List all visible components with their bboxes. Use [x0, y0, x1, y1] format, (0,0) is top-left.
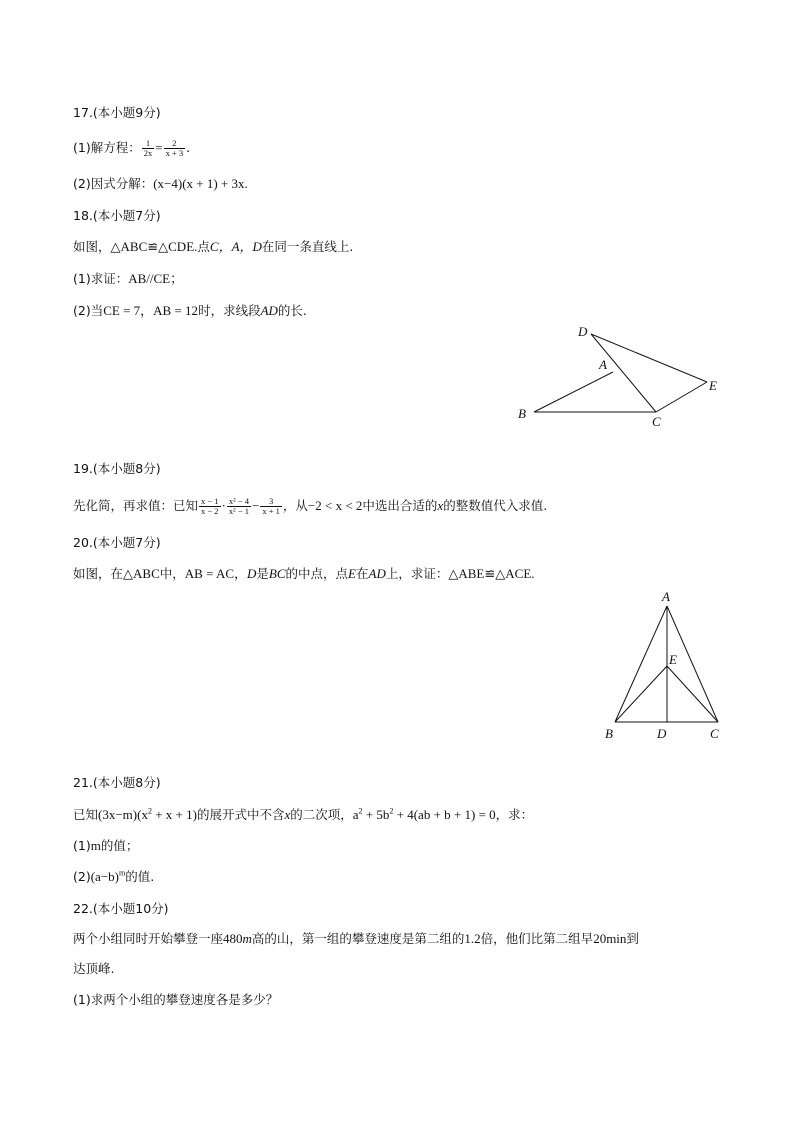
- equals-sign: =: [155, 140, 163, 155]
- text: + 4(ab + b + 1) = 0: [393, 807, 496, 822]
- text: 倍，他们比第二组早: [480, 931, 594, 946]
- text: 点: [197, 239, 210, 254]
- q17-fraction-1: [142, 139, 155, 158]
- power-expr: [91, 869, 126, 884]
- text: 的值.: [125, 869, 155, 884]
- q22-header: 22.(本小题10分): [73, 901, 169, 916]
- frac-denominator: 2x: [143, 148, 153, 158]
- q20-diagram: [600, 588, 730, 746]
- text: ，求：: [495, 807, 534, 822]
- text: (2)当: [73, 303, 104, 318]
- text: 的展开式中不含: [196, 807, 285, 822]
- text: 时，求线段: [198, 303, 261, 318]
- q19-fraction-b: [227, 497, 251, 516]
- q20-stem: [73, 565, 535, 583]
- variable-x: x: [284, 807, 291, 822]
- text: (2): [73, 869, 91, 884]
- text: 是: [256, 566, 269, 581]
- q21-part1: [73, 837, 138, 855]
- text: 在: [356, 566, 369, 581]
- label-b: B: [605, 726, 613, 741]
- frac-denominator: x + 1: [262, 506, 280, 516]
- number: 480: [223, 931, 243, 946]
- segment-ab: [615, 606, 667, 722]
- text: 上，求证：: [385, 566, 449, 581]
- text: 的二次项，: [290, 807, 353, 822]
- q17-part1: [73, 139, 190, 158]
- time-value: 20min: [593, 931, 627, 946]
- text: 中选出合适的: [362, 498, 438, 513]
- q17-part2-prefix: (2)因式分解：: [73, 176, 154, 191]
- label-c: C: [710, 726, 719, 741]
- text: 的长.: [277, 303, 307, 318]
- text: + 5b: [362, 807, 390, 822]
- exponent: m: [118, 868, 126, 878]
- q19-fraction-a: [199, 497, 221, 516]
- text: (1): [73, 838, 91, 853]
- segment-ce: [656, 382, 707, 412]
- label-d: D: [657, 726, 667, 741]
- number: 1.2: [464, 931, 481, 946]
- label-d: D: [578, 324, 588, 339]
- q17-header: 17.(本小题9分): [73, 105, 161, 120]
- segment-ce: [667, 666, 718, 722]
- label-b: B: [518, 406, 526, 421]
- segment-ba: [534, 372, 613, 412]
- q20-header: 20.(本小题7分): [73, 535, 161, 550]
- variable-m: m: [90, 838, 101, 853]
- label-c: C: [652, 414, 661, 429]
- frac-denominator: x + 3: [165, 148, 184, 158]
- q21-header: 21.(本小题8分): [73, 775, 161, 790]
- segment-dc: [591, 334, 656, 412]
- text: 两个小组同时开始攀登一座: [73, 931, 224, 946]
- label-a: A: [599, 357, 607, 372]
- text: 高的山，第一组的攀登速度是第二组的: [251, 931, 465, 946]
- text: 到: [626, 931, 639, 946]
- text: 如图，在: [73, 566, 124, 581]
- q18-header: 18.(本小题7分): [73, 208, 161, 223]
- points-expr: C，A，D: [209, 239, 262, 254]
- text: 如图，: [73, 239, 111, 254]
- text: 先化简，再求值：已知: [73, 498, 199, 513]
- text: (3x−m)(x: [98, 807, 148, 822]
- exponent: 2: [147, 806, 152, 816]
- unit-m: m: [242, 931, 252, 946]
- label-e: E: [669, 652, 677, 667]
- product-expr: [98, 807, 197, 822]
- frac-denominator: x² − 1: [228, 506, 249, 516]
- q21-stem: [73, 806, 533, 824]
- frac-numerator: x − 1: [201, 496, 219, 506]
- text: a: [352, 807, 359, 822]
- q18-stem: [73, 238, 353, 256]
- segment-be: [615, 666, 667, 722]
- text: 的中点，点: [285, 566, 349, 581]
- text: (1)求证：: [73, 271, 129, 286]
- frac-denominator: x − 2: [201, 506, 219, 516]
- frac-numerator: x² − 4: [228, 496, 249, 506]
- q18-diagram: [510, 320, 735, 430]
- q19-header: 19.(本小题8分): [73, 461, 161, 476]
- q18-part2: [73, 302, 307, 320]
- q18-part1: [73, 270, 183, 288]
- q19-stem: [73, 497, 547, 516]
- text: 的整数值代入求值.: [443, 498, 548, 513]
- condition-expr: CE = 7，AB = 12: [103, 303, 199, 318]
- equation-expr: [353, 807, 496, 822]
- text: 的值；: [100, 838, 139, 853]
- exponent: 2: [389, 806, 394, 816]
- label-a: A: [662, 589, 670, 604]
- range-expr: −2 < x < 2: [307, 498, 363, 513]
- q22-stem-line2: 达顶峰.: [73, 961, 115, 976]
- text: + x + 1): [151, 807, 197, 822]
- segment-bc: BC: [268, 566, 286, 581]
- q17-part2: [73, 175, 248, 193]
- exponent: 2: [358, 806, 363, 816]
- equality-expr: AB = AC，: [184, 566, 247, 581]
- minus-sign: −: [252, 498, 260, 513]
- q19-fraction-c: [260, 497, 282, 516]
- congruence-expr: △ABC≌△CDE.: [110, 239, 198, 254]
- frac-numerator: 1: [145, 138, 151, 148]
- multiply-dot: ·: [221, 498, 226, 513]
- text: ，从: [282, 498, 308, 513]
- triangle-abc: △ABC: [123, 566, 160, 581]
- frac-numerator: 3: [268, 496, 274, 506]
- q22-part1: (1)求两个小组的攀登速度各是多少？: [73, 992, 279, 1007]
- text: 中，: [159, 566, 185, 581]
- text: 在同一条直线上.: [261, 239, 354, 254]
- q17-part1-prefix: (1)解方程：: [73, 140, 141, 155]
- period: .: [186, 140, 191, 155]
- text: (a−b): [90, 869, 119, 884]
- parallel-expr: AB//CE；: [128, 271, 184, 286]
- point-e: E: [348, 566, 356, 581]
- segment-ad: AD: [368, 566, 386, 581]
- variable-x: x: [437, 498, 444, 513]
- frac-numerator: 2: [172, 138, 177, 148]
- q17-fraction-2: [164, 139, 186, 158]
- q21-part2: [73, 868, 154, 886]
- point-d: D: [247, 566, 257, 581]
- congruence-expr: △ABE≌△ACE.: [448, 566, 535, 581]
- q17-part2-expr: (x−4)(x + 1) + 3x.: [153, 176, 248, 191]
- label-e: E: [709, 378, 717, 393]
- q22-stem-line1: [73, 930, 639, 948]
- segment-ad: AD: [260, 303, 278, 318]
- text: 已知: [73, 807, 99, 822]
